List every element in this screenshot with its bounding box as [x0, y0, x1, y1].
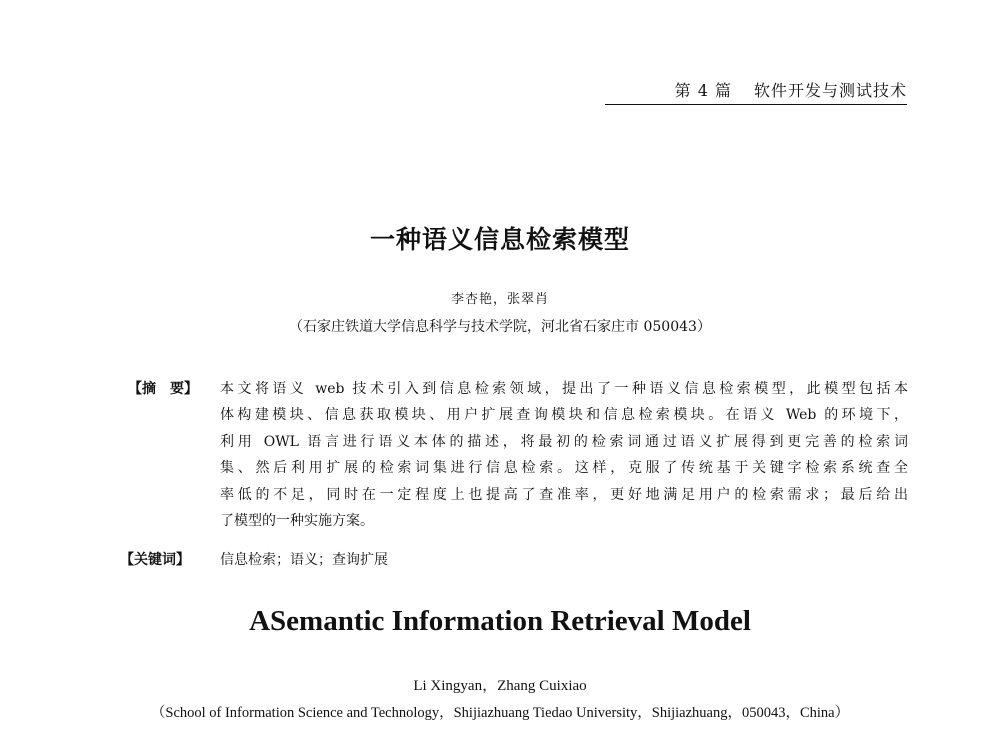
running-header — [605, 80, 907, 105]
abstract-line: 体构建模块、信息获取模块、用户扩展查询模块和信息检索模块。在语义 Web 的环境下， — [220, 407, 908, 424]
keywords-label: 【关键词】 — [120, 552, 190, 568]
abstract-line: 集、然后利用扩展的检索词集进行信息检索。这样，克服了传统基于关键字检索系统查全 — [220, 460, 908, 477]
authors-en: Li Xingyan，Zhang Cuixiao — [413, 678, 587, 694]
paper-title-cn: 一种语义信息检索模型 — [369, 225, 630, 254]
keywords-text: 信息检索；语义；查询扩展 — [220, 552, 388, 568]
abstract-line: 率低的不足，同时在一定程度上也提高了查准率，更好地满足用户的检索需求；最后给出 — [220, 486, 908, 503]
abstract-line: 利用 OWL 语言进行语义本体的描述，将最初的检索词通过语义扩展得到更完善的检索词 — [220, 433, 908, 450]
header-part: 第 4 篇 — [674, 81, 732, 100]
abstract-line: 本文将语义 web 技术引入到信息检索领域，提出了一种语义信息检索模型，此模型包括本 — [220, 381, 908, 397]
paper-title-en: ASemantic Information Retrieval Model — [249, 605, 751, 637]
affiliation-en: （School of Information Science and Technology，Shijiazhuang Tiedao University，Shijiazhuang，050043，China） — [150, 705, 850, 721]
affiliation-cn: （石家庄铁道大学信息科学与技术学院，河北省石家庄市 050043） — [289, 319, 711, 335]
abstract-line: 了模型的一种实施方案。 — [220, 513, 374, 530]
abstract-body — [220, 376, 908, 534]
abstract-label: 【摘 要】 — [128, 381, 198, 397]
authors-cn: 李杏艳，张翠肖 — [450, 292, 549, 307]
header-section: 软件开发与测试技术 — [753, 81, 907, 100]
